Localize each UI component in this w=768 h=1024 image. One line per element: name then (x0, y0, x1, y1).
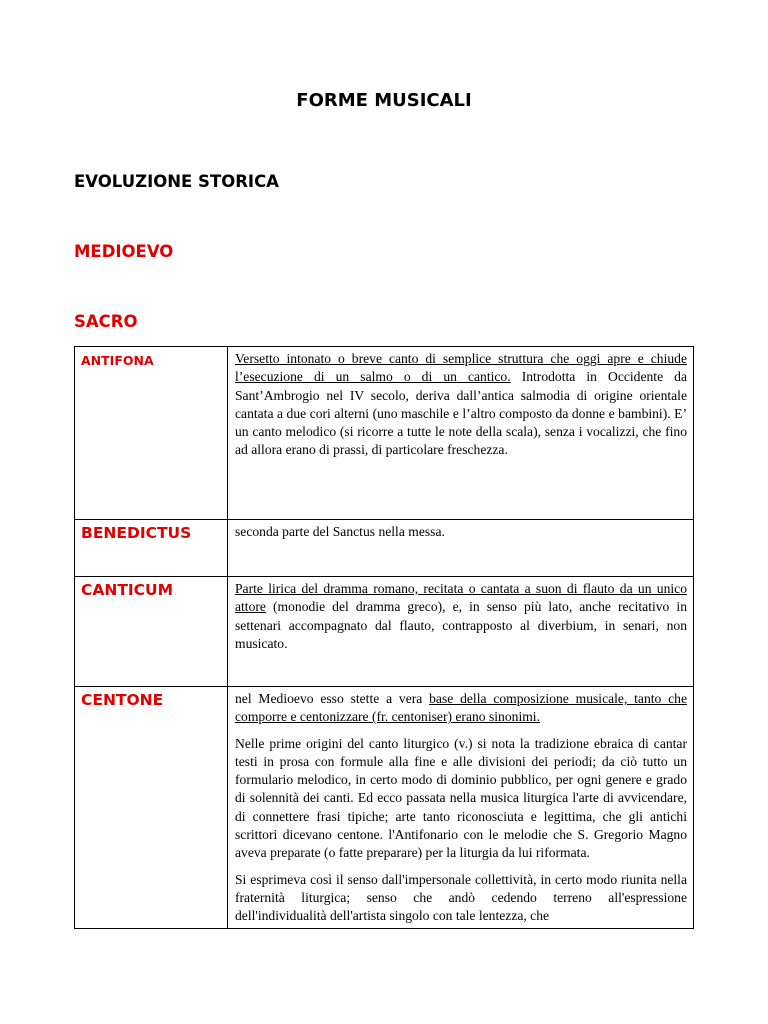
category-heading: SACRO (74, 312, 138, 331)
definition-paragraph-2: Nelle prime origini del canto liturgico (v.) si nota la tradizione ebraica di cantar testi in prosa con formule alla fine e alle divisioni dei periodi; da ciò tutto un formulario melodico, in certo modo di dominio pubblico, per ogni genere e grado di solennità dei canti. Ed ecco passata nella musica liturgica l'arte di avvicendare, di connettere frasi tipiche; arte tanto riconosciuta e legittima, che gli antichi scrittori dicevano centone. l'Antifonario con le melodie che S. Gregorio Magno aveva preparate (o fatte preparare) per la liturgia da lui riformata. (235, 735, 687, 861)
table-row (75, 577, 694, 687)
definition-underlined: base della composizione musicale, tanto che comporre e centonizzare (fr. centoniser) erano sinonimi. (235, 691, 688, 725)
definition-underlined: Versetto intonato o breve canto di semplice struttura che oggi apre e chiude l’esecuzione di un salmo o di un cantico. (235, 351, 687, 385)
terms-table (74, 346, 694, 929)
term-cell: ANTIFONA (75, 347, 228, 520)
definition-text: seconda parte del Sanctus nella messa. (235, 524, 445, 539)
definition-paragraph-3: Si esprimeva così il senso dall'impersonale collettività, in certo modo riunita nella fraternità liturgica; senso che andò cedendo terreno all'espressione dell'individualità dell'artista singolo con tale lentezza, che (235, 871, 687, 924)
section-heading: EVOLUZIONE STORICA (74, 172, 279, 191)
definition-cell (228, 687, 694, 929)
term-cell: BENEDICTUS (75, 520, 228, 577)
definition-rest: (monodie del dramma greco), e, in senso più lato, anche recitativo in settenari accompagnato dal flauto, contrapposto al diverbium, in senari, non musicato. (235, 599, 687, 651)
period-heading: MEDIOEVO (74, 242, 174, 261)
definition-cell (228, 520, 694, 577)
definition-cell (228, 577, 694, 687)
definition-rest: Introdotta in Occidente da Sant’Ambrogio nel IV secolo, deriva dall’antica salmodia di origine orientale cantata a due cori alterni (uno maschile e l’altro composto da donne e bambini). E’ un canto melodico (si ricorre a tutte le note della scala), senza i vocalizzi, che fino ad allora erano di prassi, di particolare freschezza. (235, 369, 688, 458)
definition-paragraph-1 (235, 690, 687, 727)
definition-prefix: nel Medioevo esso stette a vera (235, 691, 430, 706)
term-cell: CANTICUM (75, 577, 228, 687)
term-cell: CENTONE (75, 687, 228, 929)
definition-cell (228, 347, 694, 520)
definition-text (235, 350, 687, 460)
definition-underlined: Parte lirica del dramma romano, recitata o cantata a suon di flauto da un unico attore (235, 581, 687, 615)
table-row (75, 520, 694, 577)
page-title: FORME MUSICALI (296, 90, 472, 111)
definition-text (235, 580, 687, 653)
table-row (75, 687, 694, 929)
table-row (75, 347, 694, 520)
